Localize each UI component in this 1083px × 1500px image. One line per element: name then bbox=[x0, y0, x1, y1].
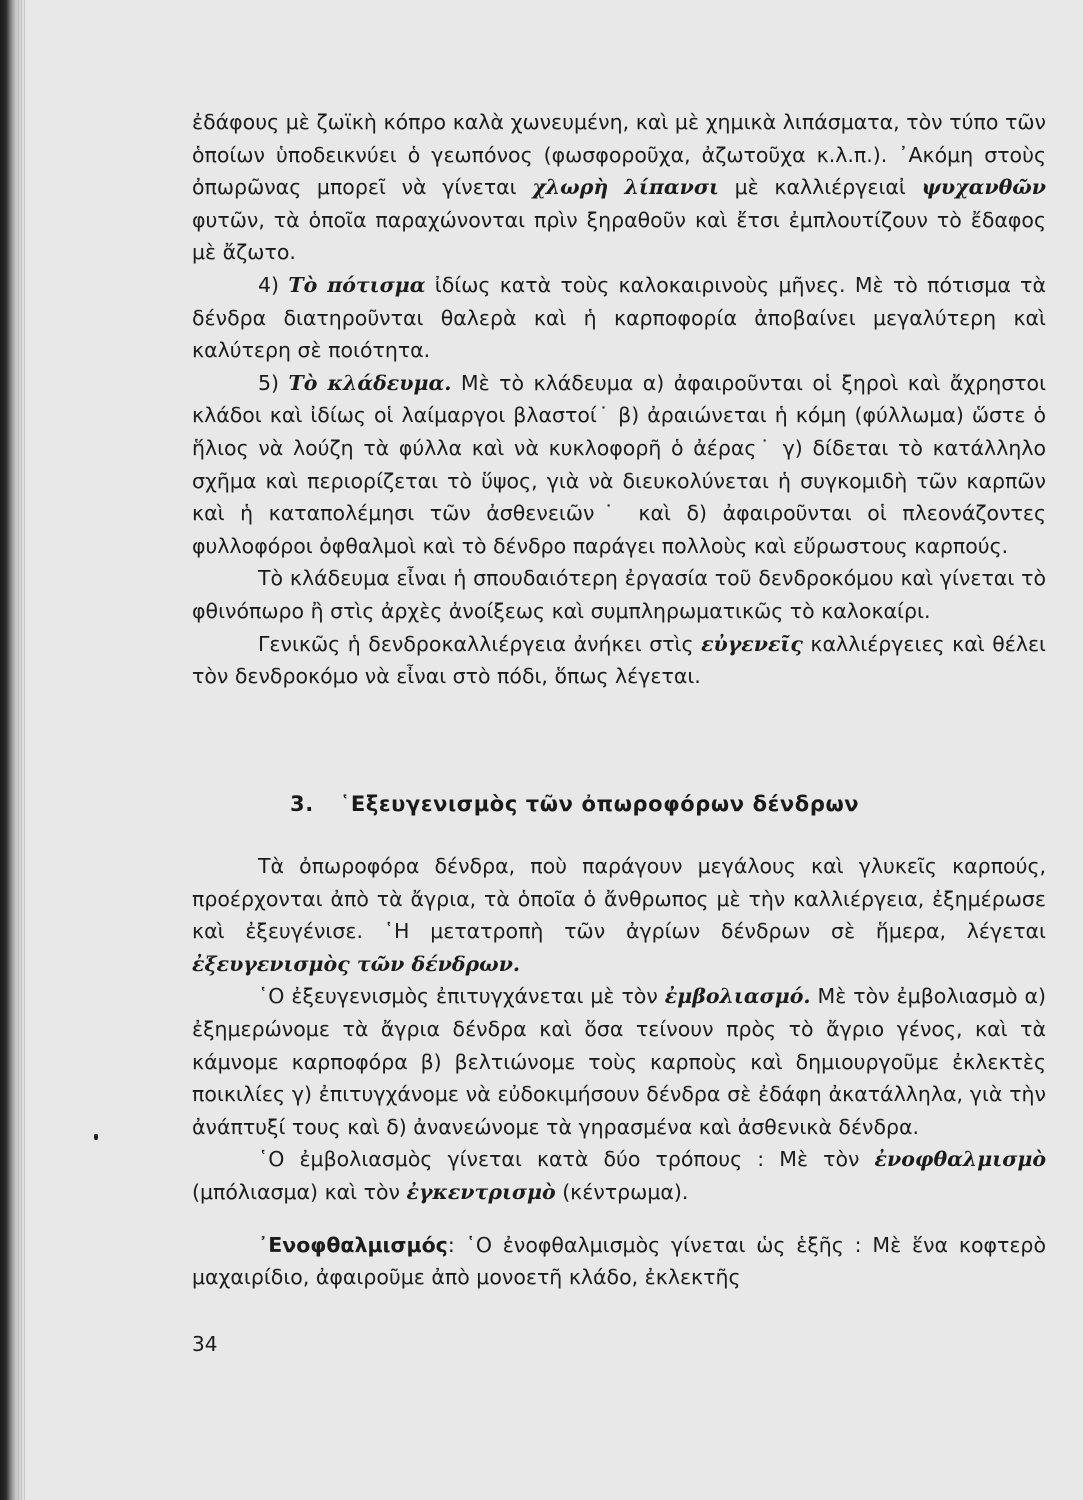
text-run: ῾Ο ἐμβολιασμὸς γίνεται κατὰ δύο τρόπους : Μὲ τὸν bbox=[258, 1147, 875, 1172]
text-run: καλλιέργειες καὶ θέλει τὸν δενδροκόμο νὰ εἶναι στὸ πόδι, ὅπως λέγεται. bbox=[192, 631, 1046, 689]
page-edge-lines bbox=[18, 0, 26, 1500]
text-run: (κέντρωμα). bbox=[555, 1179, 689, 1204]
text-block-top bbox=[192, 106, 1046, 693]
emphasized-term: ἐμβολιασμό. bbox=[664, 984, 811, 1009]
paragraph bbox=[192, 269, 1046, 367]
section-heading bbox=[290, 792, 859, 816]
emphasized-term: ἐξευγενισμὸς τῶν δένδρων. bbox=[192, 951, 521, 976]
section-number: 3. bbox=[290, 792, 314, 816]
paragraph bbox=[192, 106, 1046, 269]
paragraph bbox=[192, 628, 1046, 693]
text-run: φυτῶν, τὰ ὁποῖα παραχώνονται πρὶν ξηραθοῦν καὶ ἔτσι ἐμπλουτίζουν τὸ ἔδαφος μὲ ἄζωτο. bbox=[192, 207, 1046, 265]
text-run: ἐδάφους μὲ ζωϊκὴ κόπρο καλὰ χωνευμένη, καὶ μὲ χημικὰ λιπάσματα, τὸν τύπο τῶν ὁποίων ὑποδεικνύει ὁ γεωπόνος (φωσφοροῦχα, ἀζωτοῦχα κ.λ.π.). ᾿Ακόμη στοὺς ὀπωρῶνας μπορεῖ νὰ γίνεται bbox=[192, 110, 1046, 200]
paragraph bbox=[192, 850, 1046, 980]
paragraph bbox=[192, 1229, 1046, 1294]
emphasized-term: εὐγενεῖς bbox=[701, 631, 803, 656]
emphasized-term: ἐνοφθαλμισμὸ bbox=[874, 1147, 1046, 1172]
text-run: μὲ καλλιέργειαἰ bbox=[718, 175, 922, 200]
paragraph bbox=[192, 1143, 1046, 1208]
section-title: ῾Εξευγενισμὸς τῶν ὀπωροφόρων δένδρων bbox=[339, 792, 860, 816]
text-block-section bbox=[192, 850, 1046, 1294]
ink-speck bbox=[94, 1134, 98, 1140]
emphasized-term: Τὸ κλάδευμα. bbox=[288, 370, 452, 395]
text-run: 5) bbox=[258, 370, 289, 395]
text-run: (μπόλιασμα) καὶ τὸν bbox=[192, 1179, 407, 1204]
text-run: Τὸ κλάδευμα εἶναι ἡ σπουδαιότερη ἐργασία τοῦ δενδροκόμου καὶ γίνεται τὸ φθινόπωρο ἢ στὶς ἀρχὲς ἀνοίξεως καὶ συμπληρωματικῶς τὸ καλοκαίρι. bbox=[192, 566, 1046, 623]
text-run: Μὲ τὸν ἐμβολιασμὸ α) ἐξημερώνομε τὰ ἄγρια δένδρα καὶ ὅσα τείνουν πρὸς τὸ ἄγριο γένος, καὶ τὰ κάμνομε καρποφόρα β) βελτιώνομε τοὺς καρποὺς καὶ δημιουργοῦμε ἐκλεκτὲς ποικιλίες γ) ἐπιτυγχάνομε νὰ εὐδοκιμήσουν δένδρα σὲ ἐδάφη ἀκατάλληλα, γιὰ τὴν ἀνάπτυξί τους καὶ δ) ἀνανεώνομε τὰ γηρασμένα καὶ ἀσθενικὰ δένδρα. bbox=[192, 984, 1047, 1139]
page-number: 34 bbox=[192, 1332, 218, 1356]
paragraph bbox=[192, 562, 1046, 627]
emphasized-term: χλωρὴ λίπανσι bbox=[532, 175, 719, 200]
text-run: ῾Ο ἐξευγενισμὸς ἐπιτυγχάνεται μὲ τὸν bbox=[258, 984, 665, 1009]
text-run: ἰδίως κατὰ τοὺς καλοκαιρινοὺς μῆνες. Μὲ τὸ πότισμα τὰ δένδρα διατηροῦνται θαλερὰ καὶ ἡ καρποφορία ἀποβαίνει μεγαλύτερη καὶ καλύτερη σὲ ποιότητα. bbox=[192, 272, 1046, 363]
emphasized-term: Τὸ πότισμα bbox=[288, 272, 426, 297]
emphasized-term: ἐγκεντρισμὸ bbox=[406, 1179, 556, 1204]
paragraph-lead: ᾿Ενοφθαλμισμός bbox=[258, 1232, 448, 1257]
text-run: 4) bbox=[258, 272, 289, 297]
text-run: : ῾Ο ἐνοφθαλμισμὸς γίνεται ὡς ἑξῆς : Μὲ ἕνα κοφτερὸ μαχαιρίδιο, ἀφαιροῦμε ἀπὸ μονοετῆ κλάδο, ἐκλεκτῆς bbox=[192, 1232, 1046, 1290]
emphasized-term: ψυχανθῶν bbox=[921, 175, 1046, 200]
paragraph bbox=[192, 367, 1046, 563]
paragraph bbox=[192, 980, 1046, 1143]
text-run: Τὰ ὀπωροφόρα δένδρα, ποὺ παράγουν μεγάλους καὶ γλυκεῖς καρπούς, προέρχονται ἀπὸ τὰ ἄγρια, τὰ ὁποῖα ὁ ἄνθρωπος μὲ τὴν καλλιέργεια, ἐξημέρωσε καὶ ἐξευγένισε. ῾Η μετατροπὴ τῶν ἀγρίων δένδρων σὲ ἥμερα, λέγεται bbox=[192, 854, 1046, 944]
text-run: Γενικῶς ἡ δενδροκαλλιέργεια ἀνήκει στὶς bbox=[258, 631, 702, 656]
text-run: Μὲ τὸ κλάδευμα α) ἀφαιροῦνται οἱ ξηροὶ καὶ ἄχρηστοι κλάδοι καὶ ἰδίως οἱ λαίμαργοι βλαστοί˙ β) ἀραιώνεται ἡ κόμη (φύλλωμα) ὥστε ὁ ἥλιος νὰ λούζη τὰ φύλλα καὶ νὰ κυκλοφορῆ ὁ ἀέρας˙ γ) δίδεται τὸ κατάλληλο σχῆμα καὶ περιορίζεται τὸ ὕψος, γιὰ νὰ διευκολύνεται ἡ συγκομιδὴ τῶν καρπῶν καὶ ἡ καταπολέμησι τῶν ἀσθενειῶν˙ καὶ δ) ἀφαιροῦνται οἱ πλεονάζοντες φυλλοφόροι ὀφθαλμοὶ καὶ τὸ δένδρο παράγει πολλοὺς καὶ εὔρωστους καρπούς. bbox=[192, 370, 1047, 558]
